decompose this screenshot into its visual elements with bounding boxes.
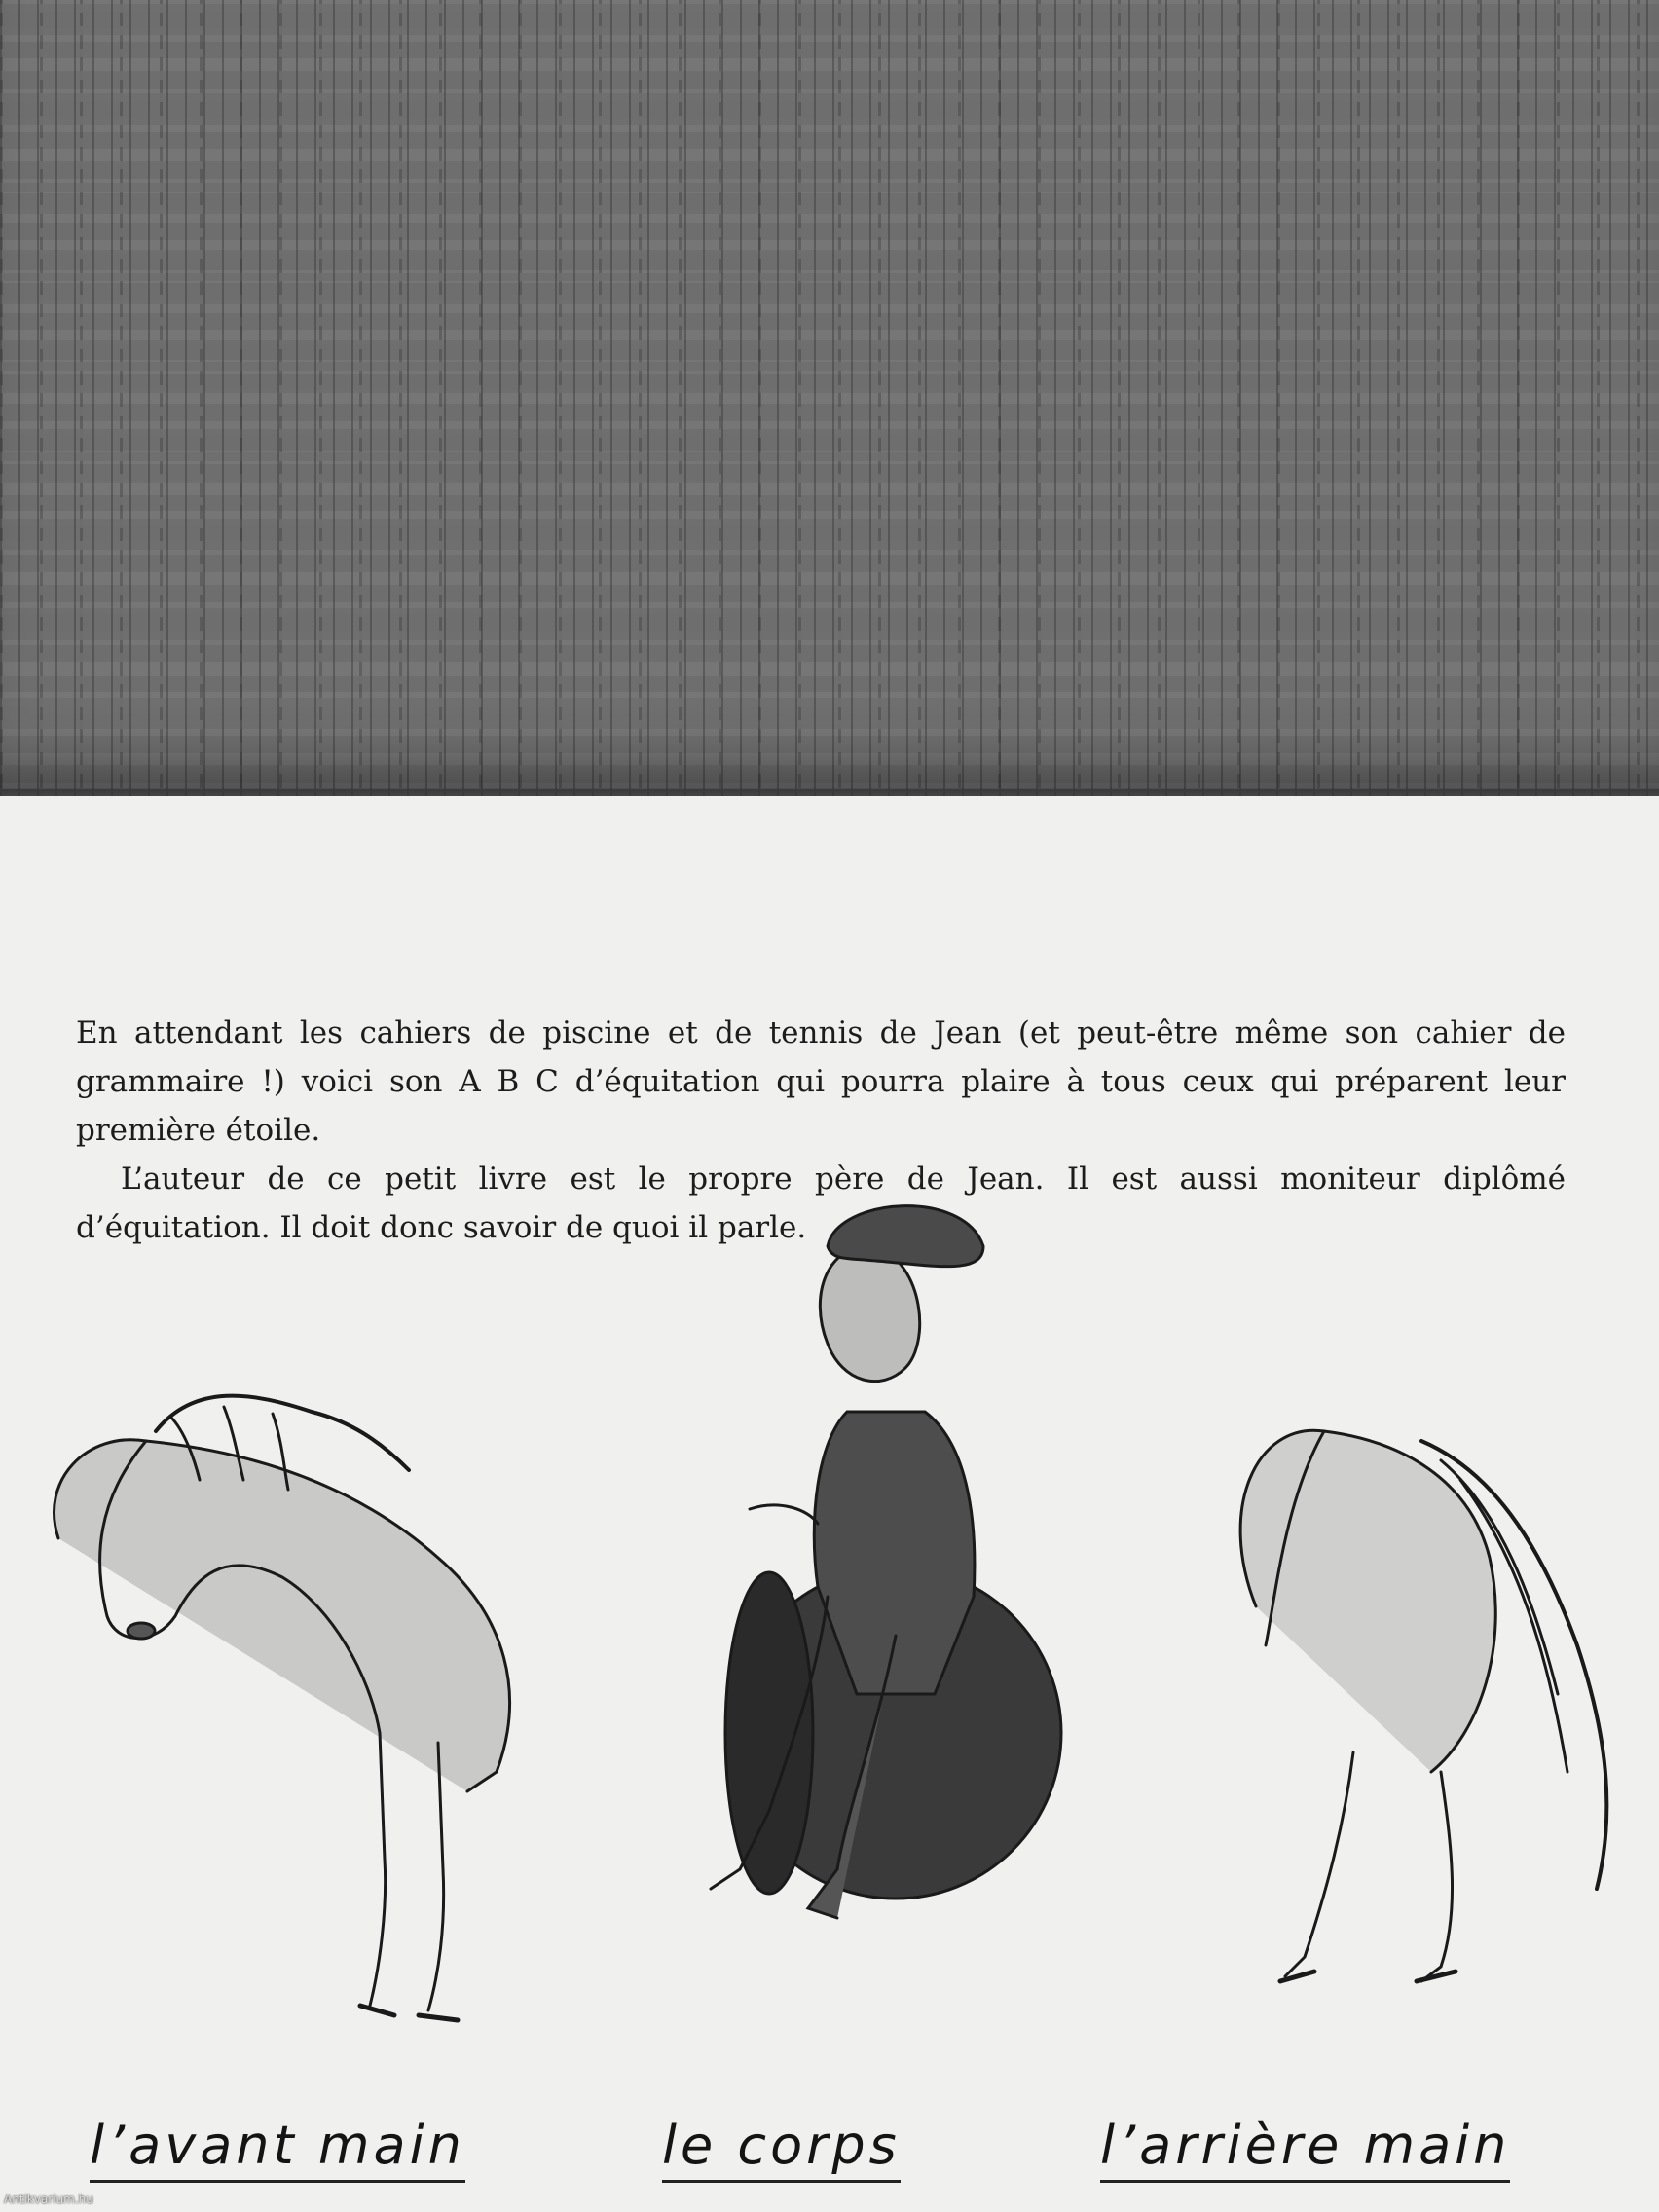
caption-le-corps: le corps — [662, 2115, 901, 2183]
book-cover-board — [0, 0, 1659, 796]
caption-avant-main: l’avant main — [90, 2115, 465, 2183]
pony-illustration — [0, 1188, 1659, 2212]
pony-front-half-drawing — [55, 1396, 510, 2020]
watermark: Antikvarium.hu — [4, 2193, 93, 2206]
intro-paragraph-1: En attendant les cahiers de piscine et de tennis de Jean (et peut-être même son cahier de grammaire !) voici son A B C d’équitation qui pourra plaire à tous ceux qui préparent leur première étoile. — [76, 1015, 1566, 1148]
pony-rear-half-drawing — [1240, 1430, 1606, 1981]
boy-on-barrel-drawing — [711, 1206, 1061, 1918]
caption-arriere-main: l’arrière main — [1100, 2115, 1510, 2183]
intro-paragraph-2: L’auteur de ce petit livre est le propre père de Jean. Il est aussi moniteur diplômé d’équitation. Il doit donc savoir de quoi il parle. — [76, 1161, 1566, 1245]
